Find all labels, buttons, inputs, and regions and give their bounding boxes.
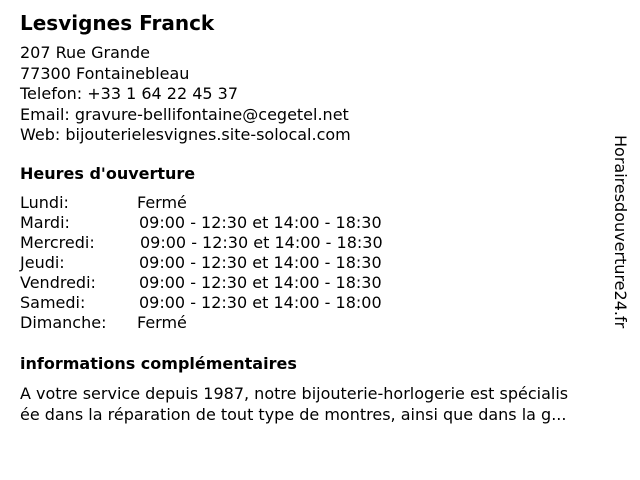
day-hours: 09:00 - 12:30 et 14:00 - 18:30	[139, 273, 382, 292]
address-street: 207 Rue Grande	[20, 43, 151, 62]
day-hours: Fermé	[137, 193, 187, 212]
day-hours: 09:00 - 12:30 et 14:00 - 18:30	[139, 253, 382, 272]
business-name: Lesvignes Franck	[20, 11, 215, 35]
watermark-text: Horairesdouverture24.fr	[611, 135, 630, 329]
day-label: Mercredi:	[20, 233, 95, 252]
address-city: 77300 Fontainebleau	[20, 63, 190, 83]
watermark	[610, 135, 632, 347]
day-hours: Fermé	[137, 313, 187, 332]
website: Web: bijouterielesvignes.site-solocal.com	[20, 125, 351, 144]
email-address: Email: gravure-bellifontaine@cegetel.net	[20, 104, 349, 124]
description-line: A votre service depuis 1987, notre bijouterie-horlogerie est spécialis	[20, 384, 569, 403]
contact-block	[20, 43, 351, 146]
info-description	[20, 383, 620, 425]
info-heading: informations complémentaires	[20, 354, 297, 373]
day-label: Dimanche:	[20, 313, 107, 332]
description-line: ée dans la réparation de tout type de montres, ainsi que dans la g...	[20, 405, 567, 424]
hours-heading: Heures d'ouverture	[20, 164, 196, 183]
day-label: Samedi:	[20, 293, 86, 312]
day-label: Vendredi:	[20, 273, 96, 292]
day-hours: 09:00 - 12:30 et 14:00 - 18:30	[139, 213, 382, 232]
day-label: Lundi:	[20, 193, 69, 212]
day-label: Jeudi:	[20, 253, 65, 272]
day-label: Mardi:	[20, 213, 70, 232]
day-hours: 09:00 - 12:30 et 14:00 - 18:00	[139, 293, 382, 312]
phone-number: Telefon: +33 1 64 22 45 37	[20, 84, 239, 103]
day-hours: 09:00 - 12:30 et 14:00 - 18:30	[140, 233, 383, 252]
